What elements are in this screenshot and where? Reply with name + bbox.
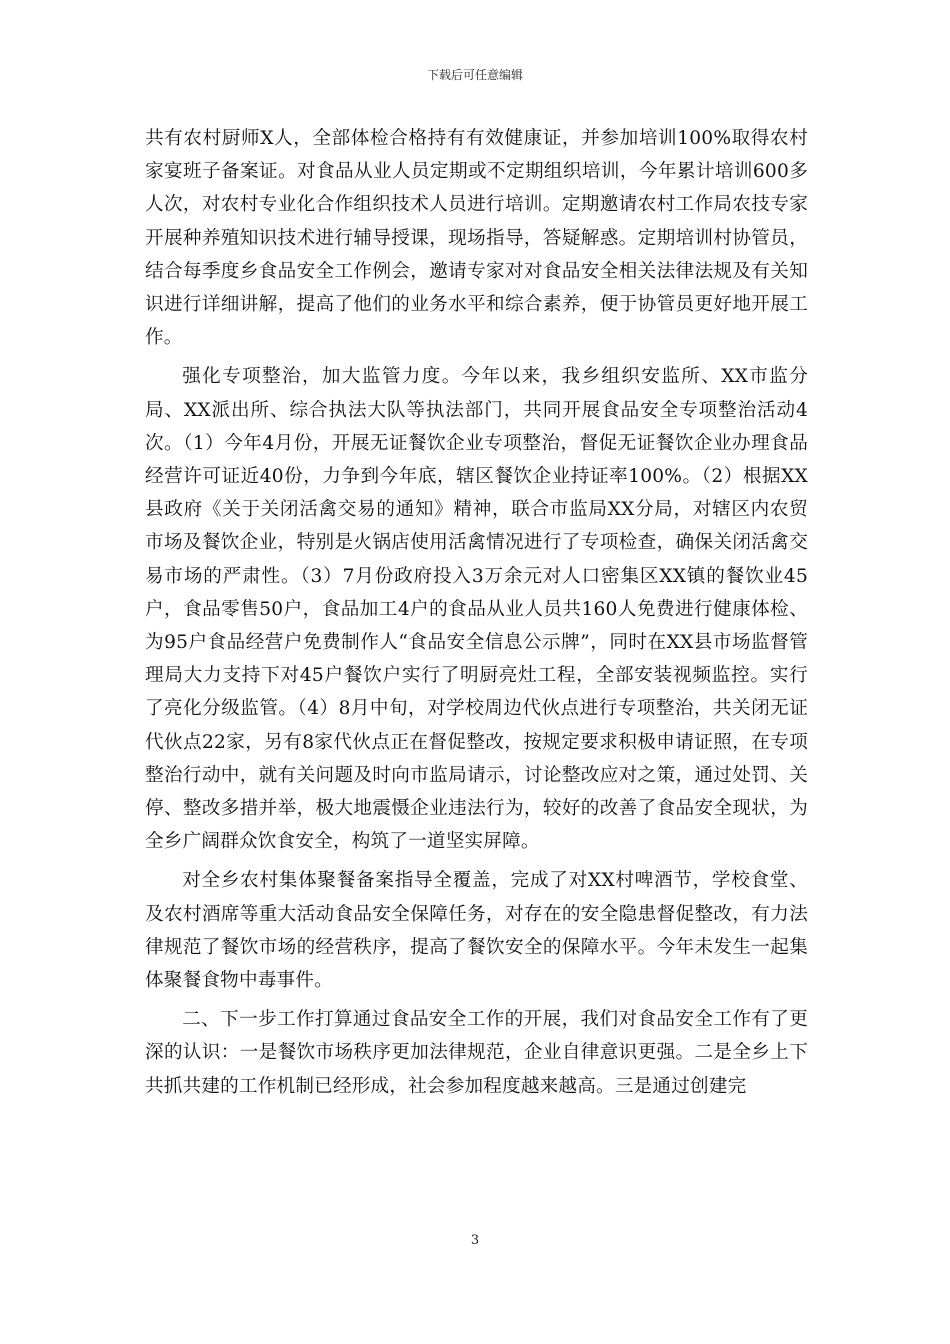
page-header: 下载后可任意编辑 — [426, 68, 523, 82]
page-number: 3 — [470, 1233, 480, 1248]
paragraph-rural-banquet: 对全乡农村集体聚餐备案指导全覆盖，完成了对XX村啤酒节，学校食堂、及农村酒席等重大活动食品安全保障任务，对存在的安全隐患督促整改，有力法律规范了餐饮市场的经营秩序，提高了餐饮安全的保障水平。今年未发生一起集体聚餐食物中毒事件。 — [145, 870, 808, 992]
body-text — [145, 122, 808, 1109]
paragraph-special-rectification: 强化专项整治，加大监管力度。今年以来，我乡组织安监所、XX市监分局、XX派出所、综合执法大队等执法部门，共同开展食品安全专项整治活动4次。（1）今年4月份，开展无证餐饮企业专项整治，督促无证餐饮企业办理食品经营许可证近40份，力争到今年底，辖区餐饮企业持证率100%。（2）根据XX县政府《关于关闭活禽交易的通知》精神，联合市监局XX分局，对辖区内农贸市场及餐饮企业，特别是火锅店使用活禽情况进行了专项检查，确保关闭活禽交易市场的严肃性。（3）7月份政府投入3万余元对人口密集区XX镇的餐饮业45户，食品零售50户，食品加工4户的食品从业人员共160人免费进行健康体检、为95户食品经营户免费制作人“食品安全信息公示牌”，同时在XX县市场监督管理局大力支持下对45户餐饮户实行了明厨亮灶工程，全部安装视频监控。实行了亮化分级监管。（4）8月中旬，对学校周边代伙点进行专项整治，共关闭无证代伙点22家，另有8家代伙点正在督促整改，按规定要求积极申请证照，在专项整治行动中，就有关问题及时向市监局请示，讨论整改应对之策，通过处罚、关停、整改多措并举，极大地震慑企业违法行为，较好的改善了食品安全现状，为全乡广阔群众饮食安全，构筑了一道坚实屏障。 — [145, 366, 808, 853]
paragraph-training: 共有农村厨师X人，全部体检合格持有有效健康证，并参加培训100%取得农村家宴班子备案证。对食品从业人员定期或不定期组织培训，今年累计培训600多人次，对农村专业化合作组织技术人员进行培训。定期邀请农村工作局农技专家开展种养殖知识技术进行辅导授课，现场指导，答疑解惑。定期培训村协管员，结合每季度乡食品安全工作例会，邀请专家对对食品安全相关法律法规及有关知识进行详细讲解，提高了他们的业务水平和综合素养，便于协管员更好地开展工作。 — [145, 128, 808, 349]
paragraph-next-steps: 二、下一步工作打算通过食品安全工作的开展，我们对食品安全工作有了更深的认识：一是餐饮市场秩序更加法律规范，企业自律意识更强。二是全乡上下共抓共建的工作机制已经形成，社会参加程度越来越高。三是通过创建完 — [145, 1009, 808, 1097]
